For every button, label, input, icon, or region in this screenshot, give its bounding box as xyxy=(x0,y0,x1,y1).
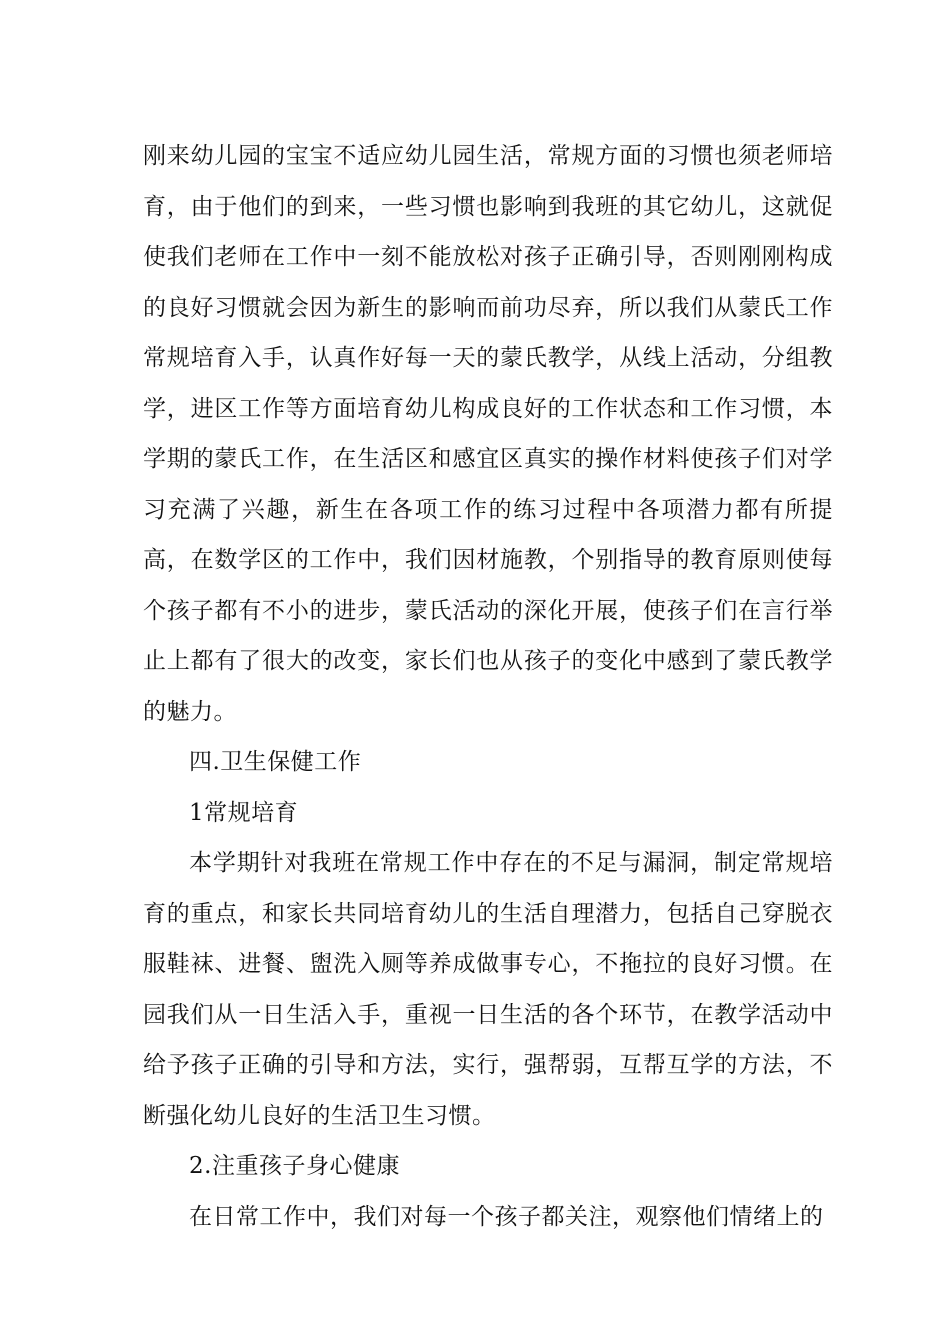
paragraph-daily-observation: 在日常工作中，我们对每一个孩子都关注，观察他们情绪上的 xyxy=(189,1203,824,1230)
subsection-heading-routine-training: 1常规培育 xyxy=(189,799,299,826)
paragraph-montessori-work: 刚来幼儿园的宝宝不适应幼儿园生活，常规方面的习惯也须老师培育，由于他们的到来，一些习惯也影响到我班的其它幼儿，这就促使我们老师在工作中一刻不能放松对孩子正确引导，否则刚刚构成的良好习惯就会因为新生的影响而前功尽弃，所以我们从蒙氏工作常规培育入手，认真作好每一天的蒙氏教学，从线上活动，分组教学，进区工作等方面培育幼儿构成良好的工作状态和工作习惯，本学期的蒙氏工作，在生活区和感宜区真实的操作材料使孩子们对学习充满了兴趣，新生在各项工作的练习过程中各项潜力都有所提高，在数学区的工作中，我们因材施教，个别指导的教育原则使每个孩子都有不小的进步，蒙氏活动的深化开展，使孩子们在言行举止上都有了很大的改变，家长们也从孩子的变化中感到了蒙氏教学的魅力。 xyxy=(143,143,833,725)
section-heading-health-care: 四.卫生保健工作 xyxy=(189,749,362,775)
subsection-heading-physical-mental-health: 2.注重孩子身心健康 xyxy=(189,1153,400,1179)
document-body xyxy=(143,131,833,1242)
paragraph-routine-training: 本学期针对我班在常规工作中存在的不足与漏洞，制定常规培育的重点，和家长共同培育幼儿的生活自理潜力，包括自己穿脱衣服鞋袜、进餐、盥洗入厕等养成做事专心，不拖拉的良好习惯。在园我们从一日生活入手，重视一日生活的各个环节，在教学活动中给予孩子正确的引导和方法，实行，强帮弱，互帮互学的方法，不断强化幼儿良好的生活卫生习惯。 xyxy=(143,850,833,1129)
